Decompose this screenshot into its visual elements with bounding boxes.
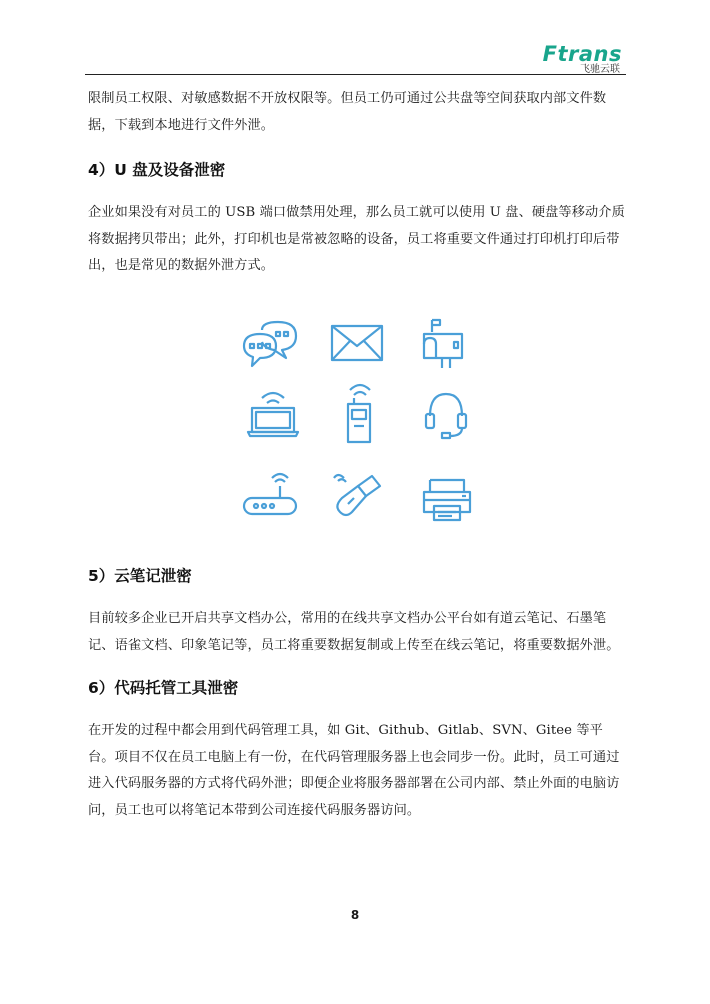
- section-body-cloud-notes: 目前较多企业已开启共享文档办公，常用的在线共享文档办公平台如有道云笔记、石墨笔记、语雀文档、印象笔记等，员工将重要数据复制或上传至在线云笔记，将重要数据外泄。: [88, 611, 620, 653]
- section-heading-code-hosting: 6）代码托管工具泄密: [88, 679, 239, 697]
- logo-subtitle: 飞驰云联: [580, 64, 620, 75]
- envelope-icon: [330, 324, 384, 364]
- section-body-code-hosting: 在开发的过程中都会用到代码管理工具，如 Git、Github、Gitlab、SVN、Gitee 等平台。项目不仅在员工电脑上有一份，在代码管理服务器上也会同步一份。此时，员工可通过进入代码服务器的方式将代码外泄；即便企业将服务器部署在公司内部、禁止外面的电脑访问，员工也可以将笔记本带到公司连接代码服务器访问。: [88, 723, 620, 818]
- header-divider: [85, 74, 626, 75]
- device-icon-grid: [236, 308, 486, 530]
- chat-bubbles-icon: [240, 318, 300, 374]
- logo-text: Ftrans: [542, 42, 622, 66]
- section-heading-usb: 4）U 盘及设备泄密: [88, 161, 226, 179]
- mailbox-icon: [418, 316, 470, 368]
- walkie-talkie-icon: [340, 382, 380, 444]
- laptop-icon: [246, 390, 300, 438]
- header-logo: [543, 44, 622, 76]
- section-heading-cloud-notes: 5）云笔记泄密: [88, 567, 192, 585]
- printer-icon: [422, 476, 472, 522]
- router-icon: [242, 470, 298, 518]
- page-number: 8: [350, 908, 360, 922]
- usb-drive-icon: [332, 472, 382, 520]
- intro-paragraph: 限制员工权限、对敏感数据不开放权限等。但员工仍可通过公共盘等空间获取内部文件数据，下载到本地进行文件外泄。: [88, 91, 607, 133]
- section-body-usb: 企业如果没有对员工的 USB 端口做禁用处理，那么员工就可以使用 U 盘、硬盘等移动介质将数据拷贝带出；此外，打印机也是常被忽略的设备，员工将重要文件通过打印机打印后带出，也是常见的数据外泄方式。: [88, 205, 625, 273]
- headset-icon: [424, 390, 468, 440]
